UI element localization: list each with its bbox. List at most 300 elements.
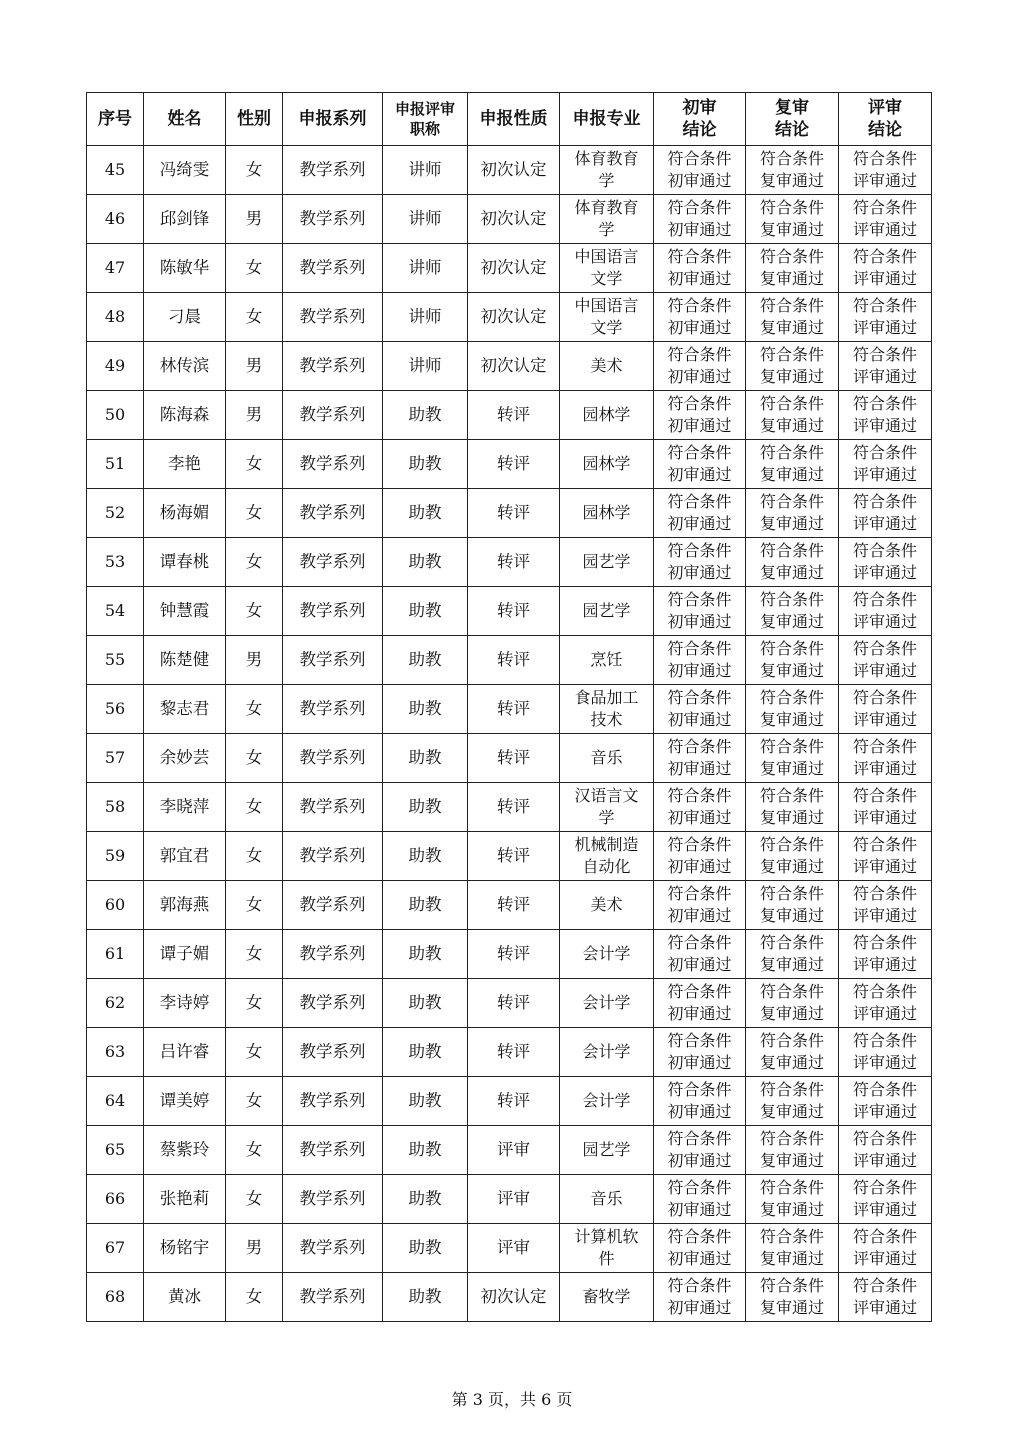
cell-title: 助教 [383,391,468,440]
cell-gender: 女 [226,685,283,734]
cell-final-review [839,195,932,244]
cell-first-review-line2: 初审通过 [667,1298,732,1317]
cell-final-review-line2: 评审通过 [852,1102,917,1121]
cell-first-review-line1: 符合条件 [667,492,732,511]
cell-major-line1: 烹饪 [590,650,623,669]
header-first-line1: 初审 [682,98,717,118]
cell-series: 教学系列 [283,636,383,685]
cell-series: 教学系列 [283,342,383,391]
cell-final-review-line1: 符合条件 [852,443,917,462]
header-second-line2: 结论 [775,120,809,140]
cell-second-review-line1: 符合条件 [759,149,824,168]
table-row [87,1077,932,1126]
cell-index: 54 [87,587,144,636]
cell-index: 66 [87,1175,144,1224]
cell-final-review-line2: 评审通过 [852,906,917,925]
cell-index: 67 [87,1224,144,1273]
cell-title: 助教 [383,1126,468,1175]
cell-second-review-line2: 复审通过 [759,906,824,925]
cell-second-review-line1: 符合条件 [759,296,824,315]
cell-name: 李艳 [144,440,226,489]
cell-final-review [839,391,932,440]
cell-second-review-line2: 复审通过 [759,1004,824,1023]
cell-first-review-line1: 符合条件 [667,737,732,756]
cell-final-review-line2: 评审通过 [852,612,917,631]
cell-first-review [654,685,746,734]
cell-first-review-line2: 初审通过 [667,269,732,288]
cell-major-line1: 园艺学 [582,601,631,620]
header-title-line2: 职称 [409,120,440,138]
cell-series: 教学系列 [283,1077,383,1126]
cell-first-review [654,391,746,440]
cell-major-line1: 会计学 [582,944,631,963]
cell-first-review [654,342,746,391]
cell-nature: 初次认定 [468,195,560,244]
cell-final-review-line1: 符合条件 [852,1031,917,1050]
cell-final-review-line1: 符合条件 [852,345,917,364]
cell-second-review [746,1126,839,1175]
cell-second-review [746,1224,839,1273]
cell-second-review-line1: 符合条件 [759,1080,824,1099]
cell-nature: 转评 [468,832,560,881]
cell-final-review [839,538,932,587]
cell-gender: 男 [226,636,283,685]
cell-name: 郭宜君 [144,832,226,881]
cell-series: 教学系列 [283,1175,383,1224]
cell-major [560,881,654,930]
cell-major-line2: 技术 [590,710,623,729]
cell-major [560,146,654,195]
cell-gender: 男 [226,391,283,440]
cell-final-review-line2: 评审通过 [852,367,917,386]
cell-title: 助教 [383,881,468,930]
cell-major [560,342,654,391]
cell-index: 45 [87,146,144,195]
table-row [87,1224,932,1273]
cell-second-review [746,489,839,538]
cell-index: 62 [87,979,144,1028]
cell-gender: 女 [226,881,283,930]
cell-major-line1: 音乐 [590,748,623,767]
cell-first-review [654,636,746,685]
cell-major-line2: 文学 [590,269,623,288]
cell-second-review-line1: 符合条件 [759,541,824,560]
cell-final-review-line1: 符合条件 [852,884,917,903]
cell-nature: 转评 [468,636,560,685]
cell-first-review-line1: 符合条件 [667,247,732,266]
header-final-review [839,93,932,146]
cell-first-review-line2: 初审通过 [667,710,732,729]
cell-title: 助教 [383,538,468,587]
cell-first-review [654,146,746,195]
cell-first-review-line2: 初审通过 [667,416,732,435]
cell-second-review-line1: 符合条件 [759,1129,824,1148]
cell-index: 50 [87,391,144,440]
cell-title: 助教 [383,930,468,979]
cell-major-line1: 中国语言 [574,296,639,315]
cell-second-review-line1: 符合条件 [759,198,824,217]
header-title-line1: 申报评审 [394,100,455,118]
cell-major [560,391,654,440]
cell-first-review-line1: 符合条件 [667,982,732,1001]
cell-second-review-line2: 复审通过 [759,1053,824,1072]
cell-gender: 女 [226,146,283,195]
cell-index: 63 [87,1028,144,1077]
cell-index: 64 [87,1077,144,1126]
cell-series: 教学系列 [283,979,383,1028]
cell-title: 助教 [383,489,468,538]
cell-second-review [746,244,839,293]
cell-first-review [654,832,746,881]
cell-major-line1: 体育教育 [574,198,639,217]
cell-nature: 初次认定 [468,293,560,342]
cell-first-review-line2: 初审通过 [667,220,732,239]
cell-second-review-line1: 符合条件 [759,786,824,805]
cell-first-review-line1: 符合条件 [667,1031,732,1050]
cell-first-review [654,489,746,538]
cell-name: 黄冰 [144,1273,226,1322]
table-row [87,1273,932,1322]
cell-second-review [746,1273,839,1322]
table-header-row [87,93,932,146]
cell-final-review-line1: 符合条件 [852,1129,917,1148]
cell-major-line1: 畜牧学 [582,1287,631,1306]
cell-index: 58 [87,783,144,832]
cell-nature: 初次认定 [468,146,560,195]
cell-first-review [654,1224,746,1273]
cell-first-review-line2: 初审通过 [667,318,732,337]
cell-final-review-line2: 评审通过 [852,416,917,435]
cell-name: 杨铭宇 [144,1224,226,1273]
cell-final-review-line1: 符合条件 [852,982,917,1001]
cell-name: 蔡紫玲 [144,1126,226,1175]
cell-final-review-line1: 符合条件 [852,1178,917,1197]
cell-major [560,783,654,832]
cell-second-review-line1: 符合条件 [759,443,824,462]
cell-final-review-line2: 评审通过 [852,1298,917,1317]
cell-second-review-line2: 复审通过 [759,220,824,239]
cell-nature: 转评 [468,930,560,979]
cell-title: 讲师 [383,146,468,195]
cell-second-review [746,440,839,489]
cell-series: 教学系列 [283,1273,383,1322]
cell-second-review-line2: 复审通过 [759,1151,824,1170]
cell-gender: 女 [226,734,283,783]
table-row [87,244,932,293]
header-first-line2: 结论 [682,120,717,140]
table-row [87,538,932,587]
cell-title: 助教 [383,832,468,881]
cell-final-review [839,1224,932,1273]
cell-name: 余妙芸 [144,734,226,783]
cell-first-review-line1: 符合条件 [667,1227,732,1246]
cell-second-review [746,930,839,979]
cell-series: 教学系列 [283,832,383,881]
table-row [87,489,932,538]
cell-nature: 转评 [468,538,560,587]
cell-series: 教学系列 [283,538,383,587]
cell-major-line1: 计算机软 [574,1227,639,1246]
cell-second-review-line1: 符合条件 [759,394,824,413]
cell-series: 教学系列 [283,734,383,783]
cell-name: 陈楚健 [144,636,226,685]
cell-final-review-line1: 符合条件 [852,590,917,609]
cell-first-review-line1: 符合条件 [667,1129,732,1148]
cell-name: 郭海燕 [144,881,226,930]
cell-final-review-line1: 符合条件 [852,1080,917,1099]
cell-final-review-line1: 符合条件 [852,835,917,854]
cell-final-review-line2: 评审通过 [852,661,917,680]
cell-final-review-line2: 评审通过 [852,759,917,778]
cell-index: 55 [87,636,144,685]
cell-major [560,489,654,538]
cell-second-review [746,342,839,391]
cell-series: 教学系列 [283,195,383,244]
cell-first-review-line1: 符合条件 [667,1080,732,1099]
cell-index: 68 [87,1273,144,1322]
cell-index: 61 [87,930,144,979]
cell-final-review-line1: 符合条件 [852,639,917,658]
header-name: 姓名 [144,93,226,146]
cell-major-line1: 美术 [590,895,623,914]
cell-nature: 初次认定 [468,342,560,391]
table-row [87,440,932,489]
cell-second-review-line1: 符合条件 [759,247,824,266]
table-body [87,146,932,1322]
cell-second-review [746,979,839,1028]
page-footer: 第 3 页，共 6 页 [451,1390,573,1409]
table-row [87,881,932,930]
cell-first-review-line1: 符合条件 [667,394,732,413]
cell-first-review-line2: 初审通过 [667,367,732,386]
cell-final-review-line1: 符合条件 [852,786,917,805]
cell-major-line1: 食品加工 [574,688,639,707]
cell-second-review-line2: 复审通过 [759,612,824,631]
cell-second-review-line2: 复审通过 [759,465,824,484]
table-row [87,636,932,685]
cell-gender: 男 [226,195,283,244]
cell-first-review-line2: 初审通过 [667,612,732,631]
cell-name: 邱剑锋 [144,195,226,244]
cell-major-line1: 音乐 [590,1189,623,1208]
cell-final-review-line1: 符合条件 [852,394,917,413]
cell-name: 刁晨 [144,293,226,342]
cell-second-review [746,881,839,930]
cell-series: 教学系列 [283,1126,383,1175]
cell-major-line2: 学 [598,220,615,239]
table-row [87,293,932,342]
cell-first-review-line2: 初审通过 [667,1249,732,1268]
cell-nature: 转评 [468,587,560,636]
cell-second-review-line2: 复审通过 [759,318,824,337]
cell-second-review-line2: 复审通过 [759,269,824,288]
cell-first-review [654,979,746,1028]
cell-series: 教学系列 [283,930,383,979]
cell-second-review [746,783,839,832]
table-row [87,195,932,244]
cell-second-review [746,538,839,587]
cell-gender: 女 [226,587,283,636]
cell-final-review-line2: 评审通过 [852,710,917,729]
table-row [87,1126,932,1175]
cell-major [560,293,654,342]
cell-series: 教学系列 [283,391,383,440]
table-row [87,783,932,832]
cell-major-line1: 园艺学 [582,552,631,571]
cell-final-review [839,440,932,489]
table-row [87,342,932,391]
table-row [87,1175,932,1224]
cell-major [560,1224,654,1273]
cell-first-review-line2: 初审通过 [667,1102,732,1121]
cell-major-line1: 体育教育 [574,149,639,168]
cell-final-review-line1: 符合条件 [852,296,917,315]
cell-first-review-line2: 初审通过 [667,465,732,484]
cell-major [560,1077,654,1126]
cell-first-review-line2: 初审通过 [667,1151,732,1170]
cell-major-line1: 园林学 [582,503,631,522]
cell-index: 48 [87,293,144,342]
cell-final-review-line2: 评审通过 [852,514,917,533]
cell-second-review-line2: 复审通过 [759,514,824,533]
cell-gender: 女 [226,1273,283,1322]
cell-major-line1: 会计学 [582,1042,631,1061]
cell-index: 47 [87,244,144,293]
table-row [87,391,932,440]
cell-final-review-line1: 符合条件 [852,492,917,511]
cell-second-review [746,1077,839,1126]
cell-first-review [654,881,746,930]
header-first-review [654,93,746,146]
cell-second-review [746,1028,839,1077]
cell-nature: 转评 [468,881,560,930]
cell-final-review [839,293,932,342]
cell-major-line1: 园林学 [582,405,631,424]
cell-first-review-line2: 初审通过 [667,759,732,778]
table-row [87,832,932,881]
cell-first-review [654,734,746,783]
cell-major-line1: 会计学 [582,1091,631,1110]
cell-major-line1: 中国语言 [574,247,639,266]
cell-final-review-line1: 符合条件 [852,247,917,266]
cell-name: 李诗婷 [144,979,226,1028]
cell-gender: 女 [226,293,283,342]
cell-second-review [746,832,839,881]
cell-series: 教学系列 [283,587,383,636]
cell-final-review-line1: 符合条件 [852,688,917,707]
cell-first-review-line2: 初审通过 [667,1200,732,1219]
cell-first-review [654,195,746,244]
applicant-table [86,92,932,1322]
cell-final-review-line2: 评审通过 [852,171,917,190]
cell-first-review-line1: 符合条件 [667,786,732,805]
cell-final-review [839,979,932,1028]
cell-major [560,1175,654,1224]
cell-final-review-line2: 评审通过 [852,1249,917,1268]
cell-index: 65 [87,1126,144,1175]
cell-major-line1: 会计学 [582,993,631,1012]
cell-first-review-line1: 符合条件 [667,1276,732,1295]
cell-index: 53 [87,538,144,587]
cell-nature: 转评 [468,1077,560,1126]
table-row [87,734,932,783]
table-row [87,979,932,1028]
cell-final-review-line2: 评审通过 [852,1151,917,1170]
cell-second-review-line1: 符合条件 [759,982,824,1001]
cell-second-review-line2: 复审通过 [759,759,824,778]
cell-title: 助教 [383,1175,468,1224]
table-row [87,685,932,734]
cell-major-line1: 汉语言文 [574,786,639,805]
cell-final-review-line1: 符合条件 [852,149,917,168]
cell-title: 助教 [383,587,468,636]
cell-second-review [746,685,839,734]
cell-nature: 转评 [468,391,560,440]
cell-final-review [839,1273,932,1322]
cell-gender: 女 [226,1028,283,1077]
cell-major [560,979,654,1028]
cell-gender: 女 [226,489,283,538]
cell-final-review-line1: 符合条件 [852,541,917,560]
cell-first-review [654,1175,746,1224]
cell-gender: 女 [226,244,283,293]
cell-series: 教学系列 [283,146,383,195]
cell-gender: 女 [226,1077,283,1126]
cell-second-review-line2: 复审通过 [759,1249,824,1268]
cell-major [560,440,654,489]
cell-title: 助教 [383,783,468,832]
cell-nature: 转评 [468,1028,560,1077]
cell-first-review-line2: 初审通过 [667,661,732,680]
cell-series: 教学系列 [283,1028,383,1077]
table-row [87,1028,932,1077]
cell-major [560,195,654,244]
header-index: 序号 [87,93,144,146]
cell-title: 助教 [383,685,468,734]
cell-final-review [839,832,932,881]
header-title [383,93,468,146]
cell-gender: 女 [226,832,283,881]
header-second-review [746,93,839,146]
cell-second-review-line1: 符合条件 [759,884,824,903]
cell-first-review-line2: 初审通过 [667,955,732,974]
cell-nature: 转评 [468,734,560,783]
cell-second-review-line2: 复审通过 [759,416,824,435]
cell-second-review-line2: 复审通过 [759,1298,824,1317]
cell-final-review [839,146,932,195]
cell-nature: 转评 [468,783,560,832]
cell-second-review-line1: 符合条件 [759,1178,824,1197]
cell-first-review-line1: 符合条件 [667,590,732,609]
cell-major-line2: 自动化 [582,857,631,876]
cell-title: 助教 [383,440,468,489]
cell-nature: 转评 [468,440,560,489]
cell-first-review [654,783,746,832]
cell-first-review-line2: 初审通过 [667,514,732,533]
cell-gender: 女 [226,979,283,1028]
cell-final-review [839,685,932,734]
cell-title: 助教 [383,979,468,1028]
cell-index: 49 [87,342,144,391]
cell-major-line2: 学 [598,171,615,190]
cell-second-review-line2: 复审通过 [759,857,824,876]
cell-second-review [746,146,839,195]
cell-series: 教学系列 [283,1224,383,1273]
cell-second-review-line1: 符合条件 [759,1227,824,1246]
cell-major [560,244,654,293]
cell-second-review-line2: 复审通过 [759,367,824,386]
header-major: 申报专业 [560,93,654,146]
